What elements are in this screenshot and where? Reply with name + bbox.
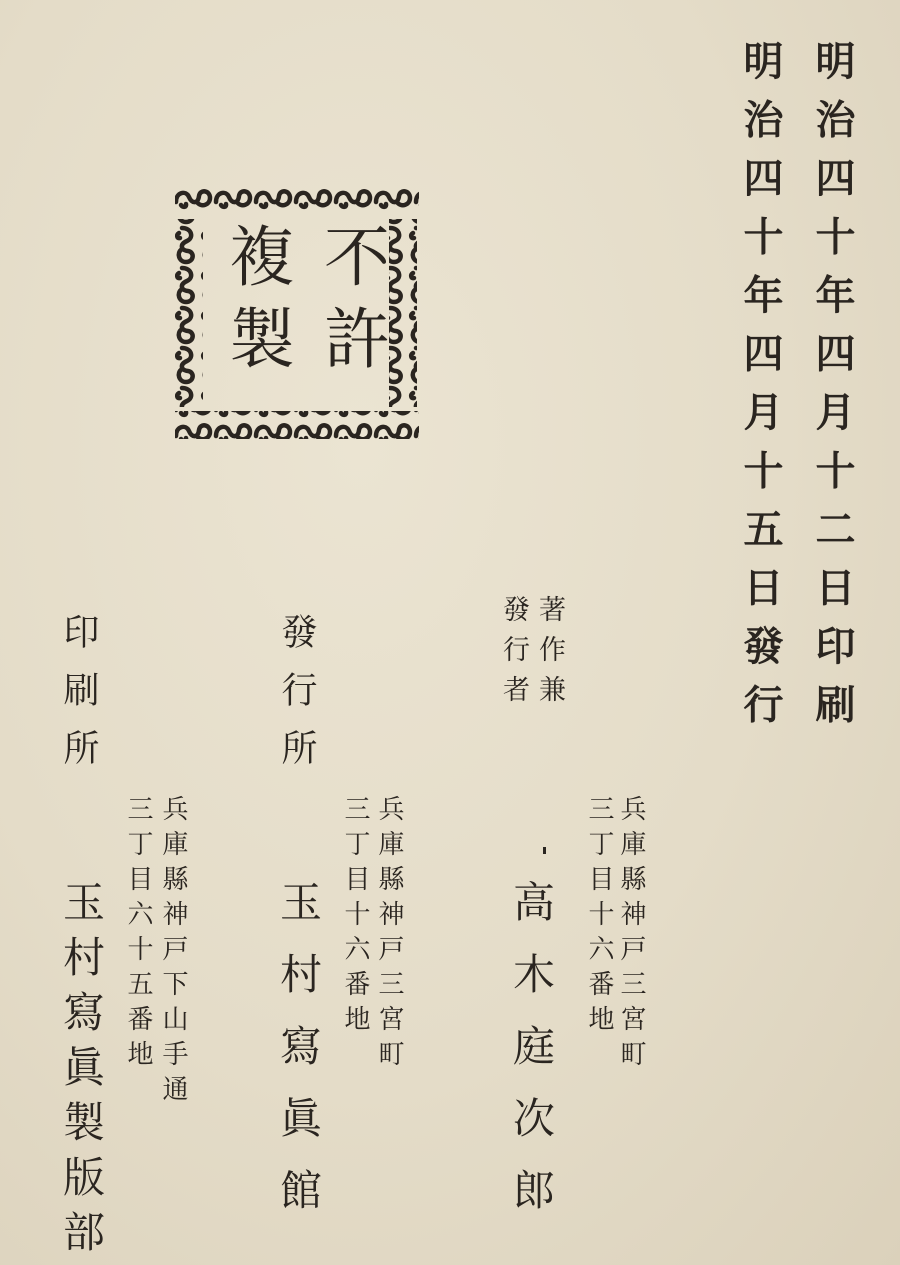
printer-label: 印刷所 [58, 613, 99, 787]
author-address-line-2: 三丁目十六番地 [584, 795, 614, 1040]
printer-address-line-1: 兵庫縣神戸下山手通 [158, 795, 188, 1110]
printer-name: 玉村寫眞製版部 [57, 880, 106, 1265]
dash-mark [543, 847, 546, 854]
publisher-address-line-2: 三丁目十六番地 [340, 795, 370, 1040]
printer-address-line-2: 三丁目六十五番地 [123, 795, 153, 1075]
seal-border [173, 185, 421, 441]
publisher-label: 發行所 [276, 613, 317, 787]
print-date: 明治四十年四月十二日印刷 [809, 40, 856, 742]
seal-char-3: 複 [229, 219, 295, 296]
seal-char-4: 製 [229, 301, 295, 378]
author-name: 高木庭次郎 [507, 880, 556, 1240]
seal-char-2: 許 [324, 301, 390, 378]
seal-char-1: 不 [324, 219, 390, 296]
author-label-2: 發行者 [498, 595, 529, 715]
publisher-name: 玉村寫眞館 [274, 880, 323, 1240]
publisher-address-line-1: 兵庫縣神戸三宮町 [374, 795, 404, 1075]
author-address-line-1: 兵庫縣神戸三宮町 [616, 795, 646, 1075]
author-label: 著作兼 [534, 595, 565, 715]
publish-date: 明治四十年四月十五日發行 [737, 40, 784, 742]
copyright-seal [173, 185, 421, 441]
